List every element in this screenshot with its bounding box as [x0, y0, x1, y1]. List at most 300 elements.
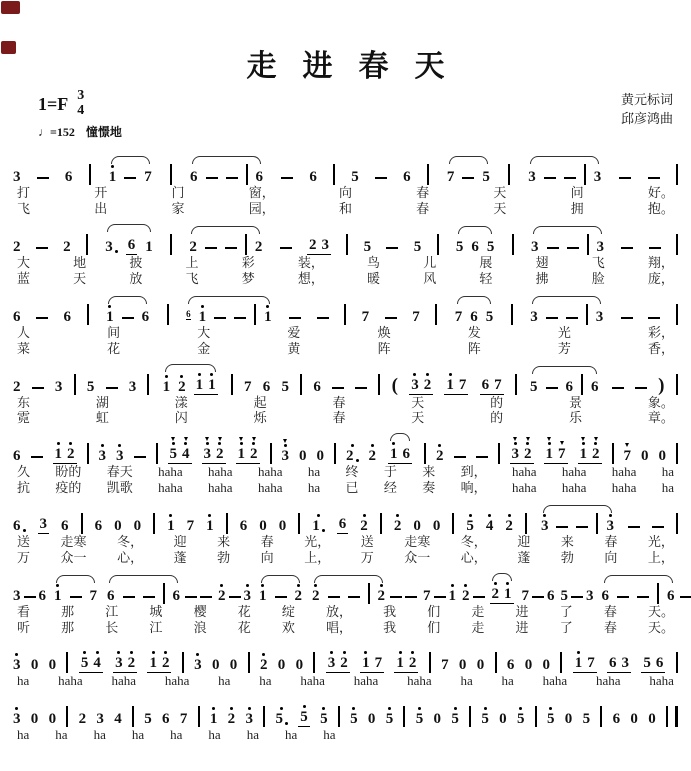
octave-dot [201, 305, 204, 308]
note [456, 225, 464, 255]
octave-dot [519, 707, 522, 710]
credits-block [621, 91, 673, 129]
final-barline [666, 706, 678, 727]
rest-note [433, 504, 441, 534]
duration-dash [275, 574, 287, 604]
duration-dash [229, 574, 241, 604]
barline [147, 374, 149, 395]
note-number: 5 [413, 239, 422, 256]
note-number: 5 [643, 655, 651, 672]
corner-stamp-1 [1, 1, 20, 14]
note [512, 432, 520, 462]
barline [512, 234, 514, 255]
slur-tie [52, 574, 99, 604]
barline [612, 443, 614, 464]
octave-dot [352, 707, 355, 710]
rest-note [230, 643, 238, 673]
barline [87, 443, 89, 464]
note-number: 7 [179, 711, 188, 728]
lyric-syllable: 们 [427, 603, 441, 619]
note-number: 3 [194, 657, 202, 674]
lyric-syllable: 了 [559, 619, 573, 635]
duration-dash [680, 574, 691, 604]
note-number: 1 [209, 711, 218, 728]
note-number: 5 [530, 378, 538, 395]
note [99, 434, 107, 464]
barline [182, 652, 184, 673]
lyric-syllable: 春 [604, 533, 618, 549]
beam-group [307, 223, 331, 255]
lyric-syllable: 春 [416, 185, 430, 201]
duration-dash [547, 225, 559, 255]
barline [226, 513, 228, 534]
staccato-mark [625, 443, 629, 447]
note [106, 295, 114, 325]
note-number: 1 [390, 446, 398, 463]
octave-dot [208, 514, 211, 517]
note-number: 0 [658, 448, 666, 465]
octave-dot [252, 442, 255, 445]
note [449, 574, 457, 604]
duration-dash [106, 365, 118, 395]
lyric-syllable: ha [93, 727, 106, 743]
rest-note [648, 697, 656, 727]
note-number: 2 [524, 446, 532, 463]
note-number: 3 [13, 657, 21, 674]
octave-dot [549, 707, 552, 710]
note-number: 2 [312, 587, 320, 604]
slur-tie [526, 155, 603, 185]
lyric-syllable: haha [158, 480, 183, 496]
note [409, 641, 417, 671]
lyric-syllable: 拂 [535, 270, 549, 286]
notation-system [13, 571, 678, 636]
note [541, 504, 549, 534]
note [416, 697, 424, 727]
note [312, 504, 325, 534]
duration-dash [462, 155, 474, 185]
lyric-syllable: 天 [411, 394, 425, 410]
lyric-syllable: 的 [490, 394, 504, 410]
note-number: 0 [476, 657, 485, 674]
octave-dot [57, 442, 60, 445]
octave-dot [418, 707, 421, 710]
staccato-mark [526, 437, 530, 441]
note [524, 432, 532, 462]
notation-system [13, 694, 678, 743]
note-number: 5 [466, 517, 474, 534]
barline [452, 513, 454, 534]
slur-tie [187, 225, 264, 255]
lyric-syllable: ha [284, 727, 298, 743]
note [218, 574, 226, 604]
barline [231, 374, 233, 395]
note-number: 3 [13, 711, 21, 728]
lyrics-row [13, 341, 678, 357]
lyric-syllable: 脸 [591, 270, 605, 286]
lyric-syllable: 梦 [241, 270, 255, 286]
lyric-syllable: 抱。 [647, 201, 674, 217]
lyric-syllable: 鸟 [367, 255, 381, 271]
octave-dot [371, 444, 374, 447]
lyric-syllable: haha [511, 464, 537, 480]
lyric-syllable: 冬， [460, 533, 487, 549]
duration-dash [328, 574, 340, 604]
lyric-syllable: 花 [107, 340, 121, 356]
note [189, 225, 197, 255]
barline [584, 164, 586, 185]
rest-note [413, 504, 421, 534]
note-number: 2 [377, 587, 385, 604]
beam-group [510, 432, 534, 464]
slur-tie [184, 295, 274, 325]
lyric-syllable: 春 [332, 394, 346, 410]
note [61, 504, 69, 534]
slur-tie [105, 574, 182, 604]
lyric-syllable: 风 [423, 270, 437, 286]
note [13, 155, 21, 185]
duration-dash [628, 504, 640, 534]
lyric-syllable: 乐 [569, 410, 583, 426]
note-number: 6 [141, 308, 150, 325]
duration-dash [648, 155, 660, 185]
octave-dot [330, 651, 333, 654]
note [446, 363, 454, 393]
octave-dot [15, 707, 18, 710]
lyric-syllable: 轻 [479, 270, 493, 286]
barline [66, 706, 68, 727]
note [13, 434, 21, 464]
duration-dash [289, 295, 301, 325]
note-number: 3 [96, 711, 104, 728]
note-number: 0 [114, 517, 122, 534]
duration-dash [355, 365, 367, 395]
note-number: 3 [327, 655, 336, 672]
slur-tie [600, 574, 677, 604]
octave-dot [164, 651, 167, 654]
note [656, 641, 664, 671]
note-number: 6 [13, 308, 21, 325]
beam-group [147, 641, 171, 673]
note [566, 365, 574, 395]
lyric-syllable: 春 [603, 619, 617, 635]
note-number: 1 [149, 655, 157, 672]
barline [600, 706, 602, 727]
note [482, 155, 490, 185]
time-signature [77, 89, 84, 118]
lyric-syllable: haha [353, 673, 379, 689]
rest-note [630, 697, 638, 727]
lyric-syllable: 长 [105, 619, 119, 635]
barline [437, 234, 439, 255]
note-number: 5 [169, 446, 177, 463]
note [517, 697, 525, 727]
barline [587, 234, 589, 255]
note-number: 7 [374, 655, 383, 672]
note [64, 295, 72, 325]
lyrics-row [13, 255, 678, 271]
note [116, 434, 124, 464]
octave-dot [206, 442, 209, 445]
staccato-mark [581, 437, 585, 441]
lyric-syllable: 送 [360, 533, 374, 549]
note [530, 295, 538, 325]
barline [298, 513, 300, 534]
notation-line [13, 362, 678, 395]
octave-dot [351, 444, 354, 447]
note [594, 155, 602, 185]
lyric-syllable: 门 [171, 185, 185, 201]
note [244, 574, 252, 604]
lyric-syllable: 春 [416, 201, 430, 217]
notation-line [13, 222, 678, 255]
beam-group [490, 572, 514, 604]
lyric-syllable: ha [246, 727, 259, 743]
note-number: 0 [48, 657, 57, 674]
octave-dot [526, 442, 529, 445]
lyric-syllable: 经 [383, 480, 397, 496]
lyric-syllable: 了 [559, 603, 573, 619]
note-number: 7 [454, 308, 463, 325]
note-number: 2 [259, 657, 268, 674]
note-number: 3 [595, 308, 604, 325]
note-number: 3 [203, 446, 211, 463]
note-number: 0 [524, 657, 533, 674]
barline [581, 374, 583, 395]
barline [163, 583, 165, 604]
duration-dash [546, 295, 558, 325]
note-number: 1 [198, 308, 207, 325]
note [255, 225, 263, 255]
duration-dash [637, 574, 649, 604]
octave-dot [248, 707, 251, 710]
note-number: 6 [547, 587, 555, 604]
duration-dash [214, 295, 226, 325]
duration-dash [556, 504, 568, 534]
note-number: 7 [423, 587, 431, 604]
note-number: 6 [612, 711, 621, 728]
note [173, 574, 181, 604]
note-number: 0 [30, 657, 39, 674]
note-number: 6 [565, 378, 573, 395]
barline [89, 164, 91, 185]
note-number: 3 [116, 448, 124, 465]
note-number: 0 [367, 711, 376, 728]
tempo-value: =152 [50, 125, 75, 140]
note [436, 434, 444, 464]
note-number: 1 [579, 446, 587, 463]
lyric-syllable: 地 [73, 255, 87, 271]
barline [263, 706, 265, 727]
note [13, 225, 21, 255]
note-number: 2 [294, 587, 302, 604]
octave-dot [196, 653, 199, 656]
duration-dash [476, 434, 488, 464]
note-number: 6 [172, 587, 180, 604]
lyric-syllable: 蓬 [517, 549, 531, 565]
note [63, 225, 71, 255]
octave-dot [246, 584, 249, 587]
note-number: 3 [596, 239, 604, 256]
lyric-syllable: 开 [94, 185, 108, 201]
lyric-syllable: 心， [117, 549, 144, 565]
note [216, 432, 224, 462]
lyrics-row [13, 604, 678, 620]
octave-dot [506, 582, 509, 585]
lyric-syllable: 那 [61, 603, 75, 619]
expression-marking: 憧憬地 [85, 125, 122, 140]
note-number: 2 [227, 711, 236, 728]
note-number: 6 [338, 515, 347, 532]
note [107, 574, 115, 604]
note [462, 574, 470, 604]
note [228, 697, 236, 727]
barline [676, 164, 678, 185]
note [13, 295, 21, 325]
key-signature: 1=F [38, 93, 69, 114]
lyric-syllable: 打 [17, 185, 31, 201]
staccato-mark [184, 437, 188, 441]
rest-note [368, 697, 376, 727]
note [322, 223, 330, 253]
lyric-syllable: 霓 [17, 410, 31, 426]
duration-dash [390, 574, 402, 604]
note [144, 697, 152, 727]
note [558, 432, 566, 462]
barline [198, 706, 200, 727]
note [300, 695, 308, 725]
note-number: 3 [530, 308, 538, 325]
octave-dot [69, 442, 72, 445]
note-number: 5 [351, 169, 359, 186]
barline [676, 234, 678, 255]
octave-dot [169, 514, 172, 517]
staccato-mark [205, 437, 209, 441]
note-number: 1 [504, 585, 512, 602]
note [362, 295, 370, 325]
note-number: 5 [582, 711, 591, 728]
note-number: 5 [300, 709, 308, 726]
note-number: 6 [107, 587, 115, 604]
slur-tie [257, 574, 304, 604]
lyric-syllable: 拥 [570, 201, 584, 217]
note [162, 697, 170, 727]
octave-dot [108, 305, 111, 308]
slur-tie [529, 225, 606, 255]
note-number: 2 [346, 448, 354, 465]
lyric-syllable: 窗， [248, 185, 275, 201]
note [505, 504, 513, 534]
duration-dash [317, 295, 329, 325]
barline [508, 164, 510, 185]
octave-dot [543, 514, 546, 517]
octave-dot [101, 444, 104, 447]
lyric-syllable: 众一 [404, 549, 431, 565]
note-number: 5 [455, 239, 464, 256]
note-number: 7 [458, 376, 467, 393]
note-number: 7 [361, 308, 370, 325]
note [481, 697, 489, 727]
barline [596, 513, 598, 534]
duration-dash [571, 574, 583, 604]
note-number: 3 [128, 378, 137, 395]
lyric-syllable: 天 [411, 410, 425, 426]
lyric-syllable: 的 [490, 410, 504, 426]
barline [254, 304, 256, 325]
octave-dot [392, 442, 395, 445]
note [592, 432, 600, 462]
note-number: 5 [482, 169, 490, 186]
augmentation-dot [285, 722, 288, 725]
note [609, 641, 617, 671]
note [394, 504, 402, 534]
octave-dot [130, 651, 133, 654]
note-number: 6 [255, 169, 264, 186]
note-number: 2 [436, 448, 444, 465]
duration-dash [234, 295, 246, 325]
lyric-syllable: 疫的 [55, 480, 82, 496]
octave-dot [218, 442, 221, 445]
note-number: 2 [67, 446, 75, 463]
beam-group [544, 432, 568, 464]
lyric-syllable: 我 [383, 619, 397, 635]
barline [560, 652, 562, 673]
lyric-syllable: 迎 [517, 533, 531, 549]
note [412, 295, 420, 325]
duration-dash [652, 504, 664, 534]
note [170, 432, 178, 462]
note [109, 155, 117, 185]
duration-dash [36, 295, 48, 325]
note-number: 6 [186, 308, 191, 319]
lyric-syllable: haha [595, 673, 621, 689]
lyric-syllable: haha [164, 673, 190, 689]
note-number: 6 [239, 517, 248, 534]
composer-credit: 邱彦鸿曲 [620, 110, 673, 126]
note [114, 697, 122, 727]
note [624, 434, 632, 464]
lyric-syllable: 看 [17, 603, 31, 619]
lyric-syllable: 那 [61, 619, 75, 635]
beam-group [38, 502, 50, 534]
octave-dot [180, 375, 183, 378]
beam-group [360, 641, 384, 673]
lyric-syllable: 樱 [193, 603, 207, 619]
slur-tie [104, 295, 151, 325]
note-number: 3 [606, 517, 614, 534]
note [187, 504, 195, 534]
beam-group [53, 432, 77, 464]
lyric-syllable: ha [323, 727, 336, 743]
corner-stamp-2 [1, 41, 16, 54]
lyric-syllable: 万 [17, 549, 31, 565]
lyric-syllable: 菜 [17, 340, 31, 356]
note [339, 502, 347, 532]
lyric-syllable: ha [208, 727, 221, 743]
note-number: 6 [591, 378, 599, 395]
lyric-syllable: 光， [647, 533, 674, 549]
octave-dot [469, 514, 472, 517]
lyric-syllable: haha [611, 464, 637, 480]
note-number: 7 [623, 448, 631, 465]
lyric-syllable: 已 [345, 480, 359, 496]
note-number: 6 [403, 169, 411, 186]
note-number: 1 [448, 587, 456, 604]
barline [586, 304, 588, 325]
duration-dash [332, 365, 344, 395]
octave-dot [152, 651, 155, 654]
duration-dash [206, 155, 218, 185]
